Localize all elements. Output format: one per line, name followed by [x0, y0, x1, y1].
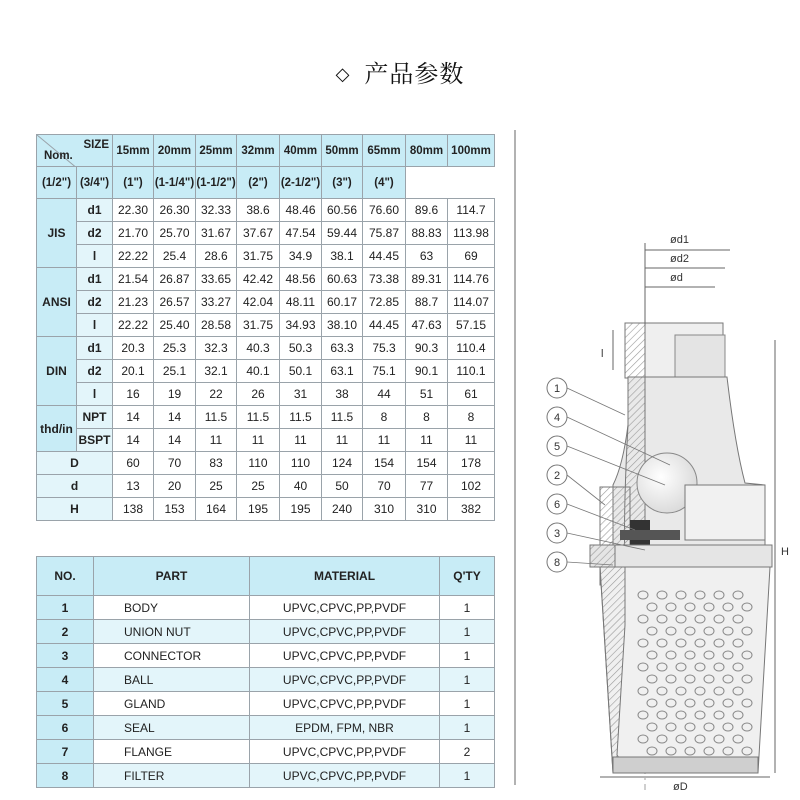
- part-no: 1: [37, 596, 94, 620]
- part-name: BALL: [94, 668, 250, 692]
- spec-cell: 22: [196, 383, 237, 406]
- spec-cell: 60.17: [322, 291, 363, 314]
- spec-cell: 110: [237, 452, 280, 475]
- spec-cell: 90.3: [406, 337, 448, 360]
- header-no: NO.: [37, 557, 94, 596]
- spec-row: [37, 406, 495, 429]
- spec-row-label: NPT: [77, 406, 113, 429]
- spec-group-label: ANSI: [37, 268, 77, 337]
- spec-cell: 44.45: [363, 314, 406, 337]
- spec-row-label: H: [37, 498, 113, 521]
- callout-leader: [567, 388, 625, 415]
- spec-row: [37, 314, 495, 337]
- part-material: EPDM, FPM, NBR: [250, 716, 440, 740]
- spec-cell: 382: [448, 498, 495, 521]
- spec-cell: 48.46: [280, 199, 322, 222]
- spec-cell: 178: [448, 452, 495, 475]
- part-no: 7: [37, 740, 94, 764]
- part-material: UPVC,CPVC,PP,PVDF: [250, 596, 440, 620]
- parts-body: [37, 596, 495, 788]
- part-qty: 1: [440, 692, 495, 716]
- part-no: 5: [37, 692, 94, 716]
- spec-cell: 31: [280, 383, 322, 406]
- union-nut: [685, 485, 765, 540]
- spec-cell: 34.9: [280, 245, 322, 268]
- spec-cell: 63.1: [322, 360, 363, 383]
- spec-cell: 26.30: [154, 199, 196, 222]
- part-name: FILTER: [94, 764, 250, 788]
- spec-cell: 25.1: [154, 360, 196, 383]
- spec-cell: 13: [113, 475, 154, 498]
- spec-header-row: [37, 135, 495, 167]
- spec-row-label: D: [37, 452, 113, 475]
- spec-cell: 42.04: [237, 291, 280, 314]
- foot-valve-diagram: [505, 125, 795, 795]
- size-col-inch: (1-1/2"): [196, 167, 237, 199]
- spec-cell: 21.70: [113, 222, 154, 245]
- size-col-inch: (1"): [113, 167, 154, 199]
- spec-cell: 138: [113, 498, 154, 521]
- spec-cell: 28.6: [196, 245, 237, 268]
- spec-body: [37, 199, 495, 521]
- parts-header-row: [37, 557, 495, 596]
- spec-row-label: d2: [77, 360, 113, 383]
- spec-cell: 19: [154, 383, 196, 406]
- spec-cell: 83: [196, 452, 237, 475]
- spec-cell: 48.11: [280, 291, 322, 314]
- spec-cell: 33.27: [196, 291, 237, 314]
- spec-cell: 8: [363, 406, 406, 429]
- spec-cell: 310: [406, 498, 448, 521]
- spec-cell: 38: [322, 383, 363, 406]
- spec-cell: 21.23: [113, 291, 154, 314]
- spec-cell: 20.3: [113, 337, 154, 360]
- callout-number: 6: [553, 499, 561, 511]
- part-qty: 1: [440, 668, 495, 692]
- part-material: UPVC,CPVC,PP,PVDF: [250, 740, 440, 764]
- part-qty: 2: [440, 740, 495, 764]
- dim-label-H: H: [781, 546, 789, 558]
- spec-cell: 110.1: [448, 360, 495, 383]
- part-qty: 1: [440, 596, 495, 620]
- spec-cell: 77: [406, 475, 448, 498]
- header-material: MATERIAL: [250, 557, 440, 596]
- part-material: UPVC,CPVC,PP,PVDF: [250, 692, 440, 716]
- spec-cell: 38.1: [322, 245, 363, 268]
- part-name: GLAND: [94, 692, 250, 716]
- spec-cell: 8: [406, 406, 448, 429]
- spec-row: [37, 222, 495, 245]
- filter-base: [613, 757, 758, 773]
- callout-number: 5: [553, 441, 561, 453]
- part-name: CONNECTOR: [94, 644, 250, 668]
- spec-row-label: l: [77, 245, 113, 268]
- spec-cell: 11: [322, 429, 363, 452]
- spec-cell: 11.5: [322, 406, 363, 429]
- spec-cell: 11: [196, 429, 237, 452]
- dim-label-d2: ød2: [670, 253, 689, 265]
- spec-cell: 70: [154, 452, 196, 475]
- spec-cell: 63: [406, 245, 448, 268]
- dim-label-D: øD: [673, 781, 688, 793]
- spec-cell: 114.07: [448, 291, 495, 314]
- spec-cell: 240: [322, 498, 363, 521]
- spec-cell: 14: [113, 429, 154, 452]
- spec-cell: 11: [280, 429, 322, 452]
- spec-group-label: JIS: [37, 199, 77, 268]
- spec-cell: 50.1: [280, 360, 322, 383]
- spec-cell: 88.83: [406, 222, 448, 245]
- part-no: 2: [37, 620, 94, 644]
- spec-cell: 11.5: [196, 406, 237, 429]
- spec-cell: 31.67: [196, 222, 237, 245]
- part-name: FLANGE: [94, 740, 250, 764]
- spec-cell: 32.33: [196, 199, 237, 222]
- spec-row: [37, 245, 495, 268]
- spec-cell: 90.1: [406, 360, 448, 383]
- spec-cell: 26.87: [154, 268, 196, 291]
- spec-cell: 154: [363, 452, 406, 475]
- size-col-mm: 100mm: [448, 135, 495, 167]
- spec-cell: 89.6: [406, 199, 448, 222]
- spec-cell: 14: [113, 406, 154, 429]
- spec-row-label: d2: [77, 291, 113, 314]
- spec-cell: 25: [237, 475, 280, 498]
- spec-cell: 11: [406, 429, 448, 452]
- spec-cell: 38.6: [237, 199, 280, 222]
- callout-number: 8: [553, 557, 561, 569]
- part-qty: 1: [440, 644, 495, 668]
- size-col-mm: 80mm: [406, 135, 448, 167]
- parts-row: [37, 668, 495, 692]
- size-col-inch: (3/4"): [77, 167, 113, 199]
- spec-cell: 164: [196, 498, 237, 521]
- spec-cell: 44.45: [363, 245, 406, 268]
- dim-label-d1: ød1: [670, 234, 689, 246]
- spec-row: [37, 360, 495, 383]
- spec-row: [37, 475, 495, 498]
- spec-cell: 124: [322, 452, 363, 475]
- spec-row-label: d1: [77, 199, 113, 222]
- spec-row: [37, 199, 495, 222]
- part-no: 3: [37, 644, 94, 668]
- size-col-inch: (3"): [322, 167, 363, 199]
- spec-cell: 153: [154, 498, 196, 521]
- spec-cell: 60: [113, 452, 154, 475]
- spec-cell: 26.57: [154, 291, 196, 314]
- spec-cell: 11: [237, 429, 280, 452]
- spec-cell: 110: [280, 452, 322, 475]
- spec-cell: 25.40: [154, 314, 196, 337]
- size-col-mm: 25mm: [196, 135, 237, 167]
- spec-row: [37, 337, 495, 360]
- spec-cell: 34.93: [280, 314, 322, 337]
- spec-cell: 40: [280, 475, 322, 498]
- spec-cell: 114.7: [448, 199, 495, 222]
- page-title-text: 产品参数: [364, 60, 465, 88]
- size-label: SIZE: [83, 139, 109, 151]
- top-socket-wall: [625, 323, 645, 378]
- flange: [590, 545, 772, 567]
- spec-row: [37, 498, 495, 521]
- spec-cell: 25.4: [154, 245, 196, 268]
- part-material: UPVC,CPVC,PP,PVDF: [250, 620, 440, 644]
- size-col-inch: (4"): [363, 167, 406, 199]
- spec-row-label: BSPT: [77, 429, 113, 452]
- spec-cell: 60.63: [322, 268, 363, 291]
- spec-cell: 63.3: [322, 337, 363, 360]
- spec-cell: 75.3: [363, 337, 406, 360]
- spec-cell: 50: [322, 475, 363, 498]
- spec-cell: 310: [363, 498, 406, 521]
- part-material: UPVC,CPVC,PP,PVDF: [250, 764, 440, 788]
- part-name: BODY: [94, 596, 250, 620]
- spec-cell: 25.70: [154, 222, 196, 245]
- spec-cell: 20: [154, 475, 196, 498]
- spec-cell: 11: [448, 429, 495, 452]
- spec-cell: 44: [363, 383, 406, 406]
- spec-cell: 32.3: [196, 337, 237, 360]
- callout-number: 2: [553, 470, 561, 482]
- spec-cell: 70: [363, 475, 406, 498]
- parts-row: [37, 764, 495, 788]
- spec-cell: 75.87: [363, 222, 406, 245]
- size-col-inch: (1/2"): [37, 167, 77, 199]
- part-material: UPVC,CPVC,PP,PVDF: [250, 644, 440, 668]
- part-name: UNION NUT: [94, 620, 250, 644]
- spec-cell: 11.5: [237, 406, 280, 429]
- part-name: SEAL: [94, 716, 250, 740]
- spec-cell: 31.75: [237, 314, 280, 337]
- spec-cell: 154: [406, 452, 448, 475]
- part-qty: 1: [440, 620, 495, 644]
- spec-cell: 48.56: [280, 268, 322, 291]
- spec-cell: 14: [154, 429, 196, 452]
- header-qty: Q'TY: [440, 557, 495, 596]
- parts-table: [36, 556, 495, 788]
- part-no: 6: [37, 716, 94, 740]
- spec-table: [36, 134, 495, 521]
- spec-row: [37, 452, 495, 475]
- diamond-icon: ◇: [335, 64, 351, 85]
- spec-cell: 72.85: [363, 291, 406, 314]
- spec-cell: 8: [448, 406, 495, 429]
- part-material: UPVC,CPVC,PP,PVDF: [250, 668, 440, 692]
- size-col-mm: 40mm: [280, 135, 322, 167]
- dim-label-d: ød: [670, 272, 683, 284]
- part-no: 4: [37, 668, 94, 692]
- spec-cell: 195: [237, 498, 280, 521]
- spec-cell: 69: [448, 245, 495, 268]
- part-qty: 1: [440, 764, 495, 788]
- part-no: 8: [37, 764, 94, 788]
- spec-cell: 40.1: [237, 360, 280, 383]
- spec-row-label: d2: [77, 222, 113, 245]
- spec-cell: 38.10: [322, 314, 363, 337]
- spec-cell: 42.42: [237, 268, 280, 291]
- spec-cell: 11.5: [280, 406, 322, 429]
- spec-cell: 28.58: [196, 314, 237, 337]
- spec-cell: 61: [448, 383, 495, 406]
- top-connector-half: [675, 335, 725, 380]
- spec-cell: 25.3: [154, 337, 196, 360]
- callout-number: 3: [553, 528, 561, 540]
- spec-cell: 22.22: [113, 314, 154, 337]
- spec-cell: 73.38: [363, 268, 406, 291]
- spec-cell: 37.67: [237, 222, 280, 245]
- spec-row-label: l: [77, 383, 113, 406]
- callout-number: 1: [553, 383, 561, 395]
- spec-row-label: d1: [77, 268, 113, 291]
- spec-cell: 47.54: [280, 222, 322, 245]
- spec-cell: 33.65: [196, 268, 237, 291]
- page-title: [0, 54, 800, 89]
- size-col-mm: 32mm: [237, 135, 280, 167]
- spec-row: [37, 383, 495, 406]
- header-part: PART: [94, 557, 250, 596]
- spec-cell: 75.1: [363, 360, 406, 383]
- spec-cell: 60.56: [322, 199, 363, 222]
- spec-cell: 22.30: [113, 199, 154, 222]
- spec-cell: 14: [154, 406, 196, 429]
- spec-cell: 16: [113, 383, 154, 406]
- spec-header-row-inch: [37, 167, 495, 199]
- size-col-mm: 15mm: [113, 135, 154, 167]
- part-qty: 1: [440, 716, 495, 740]
- spec-cell: 76.60: [363, 199, 406, 222]
- spec-group-label: thd/in: [37, 406, 77, 452]
- spec-cell: 22.22: [113, 245, 154, 268]
- dim-label-l: l: [601, 348, 604, 360]
- spec-cell: 51: [406, 383, 448, 406]
- spec-cell: 32.1: [196, 360, 237, 383]
- spec-cell: 89.31: [406, 268, 448, 291]
- spec-group-label: DIN: [37, 337, 77, 406]
- parts-row: [37, 716, 495, 740]
- spec-cell: 20.1: [113, 360, 154, 383]
- spec-cell: 21.54: [113, 268, 154, 291]
- gland: [620, 530, 680, 540]
- size-col-inch: (2-1/2"): [280, 167, 322, 199]
- spec-cell: 114.76: [448, 268, 495, 291]
- parts-row: [37, 740, 495, 764]
- size-col-mm: 20mm: [154, 135, 196, 167]
- spec-cell: 47.63: [406, 314, 448, 337]
- parts-row: [37, 692, 495, 716]
- spec-cell: 50.3: [280, 337, 322, 360]
- spec-cell: 102: [448, 475, 495, 498]
- spec-cell: 25: [196, 475, 237, 498]
- size-col-mm: 65mm: [363, 135, 406, 167]
- spec-row-label: d: [37, 475, 113, 498]
- callout-leader: [567, 475, 605, 505]
- spec-row-label: l: [77, 314, 113, 337]
- spec-row-label: d1: [77, 337, 113, 360]
- parts-row: [37, 596, 495, 620]
- callout-number: 4: [553, 412, 561, 424]
- spec-cell: 195: [280, 498, 322, 521]
- spec-cell: 26: [237, 383, 280, 406]
- parts-row: [37, 644, 495, 668]
- spec-cell: 110.4: [448, 337, 495, 360]
- spec-cell: 59.44: [322, 222, 363, 245]
- spec-row: [37, 429, 495, 452]
- spec-cell: 31.75: [237, 245, 280, 268]
- parts-row: [37, 620, 495, 644]
- nom-size-corner: [37, 135, 113, 167]
- spec-cell: 88.7: [406, 291, 448, 314]
- spec-row: [37, 291, 495, 314]
- size-col-inch: (2"): [237, 167, 280, 199]
- size-col-inch: (1-1/4"): [154, 167, 196, 199]
- size-col-mm: 50mm: [322, 135, 363, 167]
- spec-row: [37, 268, 495, 291]
- spec-cell: 57.15: [448, 314, 495, 337]
- spec-cell: 113.98: [448, 222, 495, 245]
- nom-label: Nom.: [44, 150, 73, 162]
- spec-cell: 40.3: [237, 337, 280, 360]
- spec-cell: 11: [363, 429, 406, 452]
